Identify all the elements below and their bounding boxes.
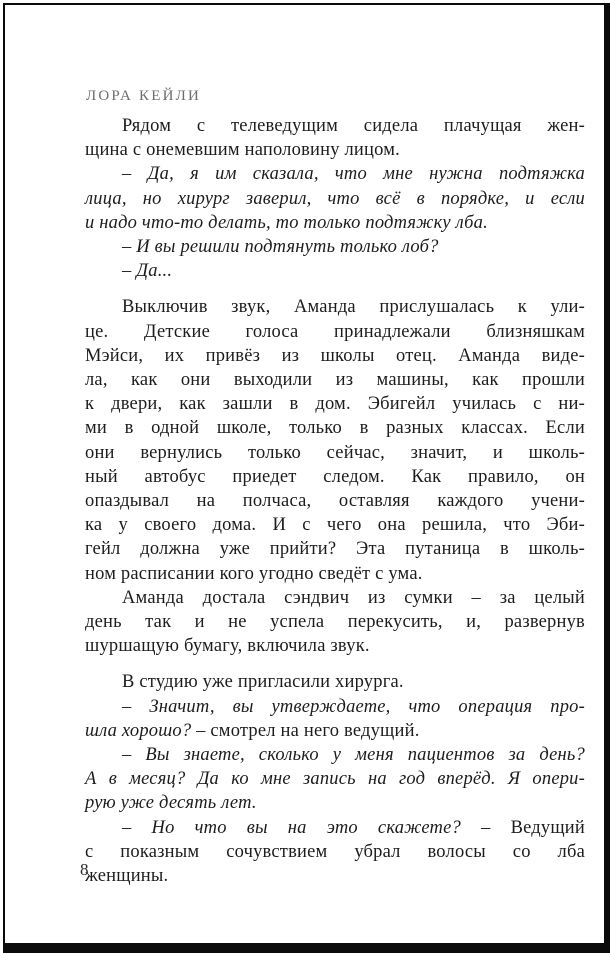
text-line: [85, 513, 585, 537]
text-segment: ном расписании кого угодно сведёт с ума.: [85, 563, 423, 584]
running-header-author: ЛОРА КЕЙЛИ: [86, 88, 202, 104]
text-segment: – И вы решили подтянуть только лоб?: [122, 237, 439, 258]
text-line: [85, 235, 585, 259]
text-line: [85, 670, 585, 694]
text-segment: Мэйси, их привёз из школы отец. Аманда виде-: [85, 345, 585, 366]
text-segment: Выключив звук, Аманда прислушалась к ули-: [122, 297, 585, 318]
text-segment: – Да, я им сказала, что мне нужна подтяжка: [122, 164, 585, 185]
text-line: [85, 259, 585, 283]
text-segment: – Вы знаете, сколько у меня пациентов за день?: [122, 745, 585, 766]
text-segment: ка у своего дома. И с чего она решила, что Эби-: [85, 515, 585, 536]
paragraph: [85, 259, 585, 283]
text-line: [85, 695, 585, 719]
paragraph: [85, 114, 585, 162]
text-segment: шла хорошо?: [85, 720, 197, 741]
text-line: [85, 441, 585, 465]
text-segment: В студию уже пригласили хирурга.: [122, 672, 404, 693]
paragraph: [85, 586, 585, 659]
text-line: [85, 344, 585, 368]
text-line: [85, 465, 585, 489]
text-line: [85, 320, 585, 344]
paragraph: [85, 743, 585, 816]
text-segment: и надо что-то делать, то только подтяжку лба.: [85, 212, 488, 233]
text-segment: рую уже десять лет.: [85, 793, 257, 814]
text-segment: ми в одной школе, только в разных классах. Если: [85, 418, 585, 439]
text-segment: опаздывал на полчаса, оставляя каждого учени-: [85, 491, 585, 512]
text-line: [85, 840, 585, 864]
text-line: [85, 864, 585, 888]
text-line: [85, 586, 585, 610]
text-segment: – Но что вы на это скажете?: [122, 817, 482, 838]
paragraph: [85, 235, 585, 259]
text-line: [85, 719, 585, 743]
text-segment: ла, как они выходили из машины, как прошли: [85, 370, 585, 391]
text-line: [85, 138, 585, 162]
paragraph: [85, 816, 585, 889]
text-segment: ный автобус приедет следом. Как правило, он: [85, 466, 585, 487]
text-line: [85, 187, 585, 211]
text-line: [85, 537, 585, 561]
text-segment: це. Детские голоса принадлежали близняшкам: [85, 321, 585, 342]
text-line: [85, 416, 585, 440]
text-segment: шуршащую бумагу, включила звук.: [85, 636, 370, 657]
text-line: [85, 562, 585, 586]
text-segment: А в месяц? Да ко мне запись на год вперёд. Я опери-: [85, 769, 585, 790]
text-line: [85, 634, 585, 658]
text-line: [85, 392, 585, 416]
text-segment: – смотрел на него ведущий.: [196, 720, 420, 741]
text-line: [85, 489, 585, 513]
text-line: [85, 791, 585, 815]
text-line: [85, 162, 585, 186]
text-line: [85, 610, 585, 634]
text-segment: – Да...: [122, 261, 173, 282]
text-line: [85, 767, 585, 791]
text-line: [85, 211, 585, 235]
text-line: [85, 368, 585, 392]
text-segment: женщины.: [85, 866, 169, 887]
paragraph: [85, 162, 585, 235]
paragraph: [85, 295, 585, 585]
text-line: [85, 295, 585, 319]
text-segment: щина с онемевшим наполовину лицом.: [85, 140, 400, 161]
text-segment: они вернулись только сейчас, значит, и школь-: [85, 442, 585, 463]
text-segment: лица, но хирург заверил, что всё в порядке, и если: [85, 188, 585, 209]
text-segment: день так и не успела перекусить, и, развернув: [85, 612, 585, 633]
text-segment: к двери, как зашли в дом. Эбигейл училась с ни-: [85, 394, 585, 415]
text-line: [85, 743, 585, 767]
paragraph: [85, 670, 585, 694]
text-segment: с показным сочувствием убрал волосы со лба: [85, 841, 585, 862]
text-segment: Аманда достала сэндвич из сумки – за целый: [122, 587, 585, 608]
page-number: 8: [80, 860, 89, 879]
text-segment: Рядом с телеведущим сидела плачущая жен-: [122, 116, 585, 136]
text-segment: – Ведущий: [481, 817, 585, 838]
text-line: [85, 114, 585, 138]
paragraph: [85, 695, 585, 743]
text-segment: гейл должна уже прийти? Эта путаница в школь-: [85, 539, 585, 560]
text-segment: – Значит, вы утверждаете, что операция про-: [122, 696, 585, 717]
body-text: [85, 114, 585, 888]
text-line: [85, 816, 585, 840]
